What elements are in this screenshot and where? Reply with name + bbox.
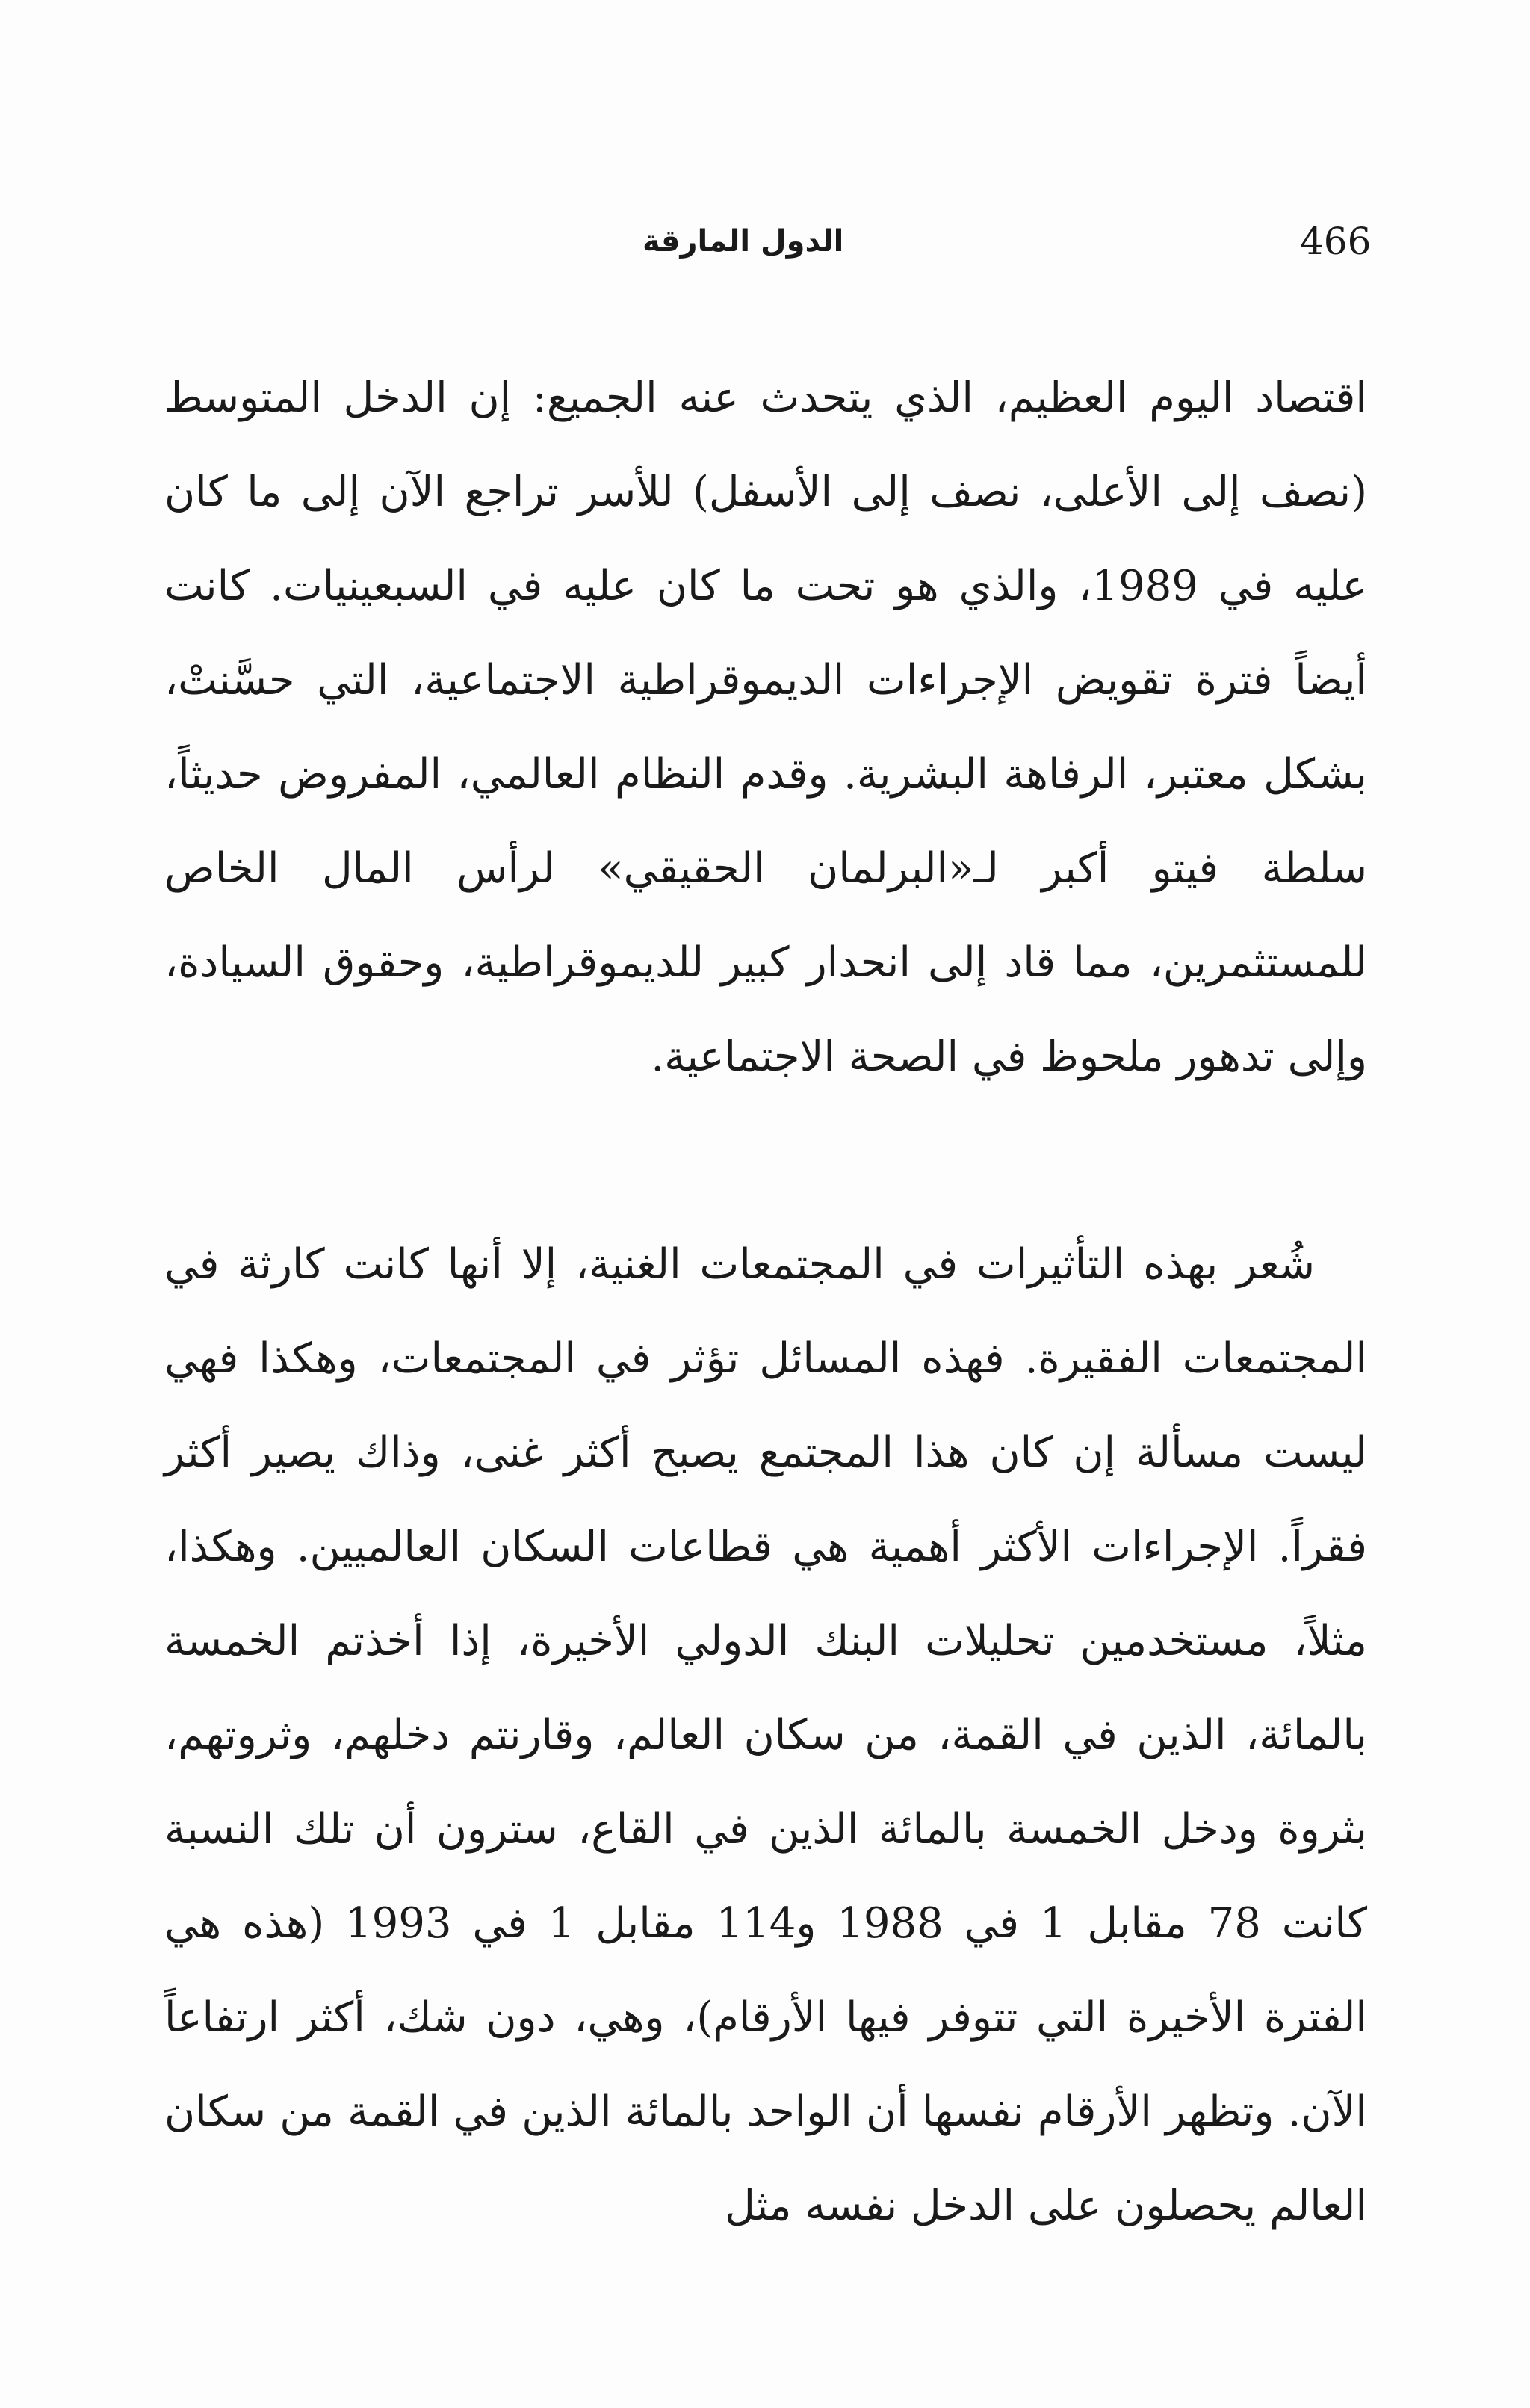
paragraph-text: اقتصاد اليوم العظيم، الذي يتحدث عنه الجميع: إن الدخل المتوسط (نصف إلى الأعلى، نصف إلى الأسفل) للأسر تراجع الآن إلى ما كان عليه في 1989، والذي هو تحت ما كان عليه في السبعينيات. كانت أيضاً فترة تقويض الإجراءات الديموقراطية الاجتماعية، التي حسَّنتْ، بشكل معتبر، الرفاهة البشرية. وقدم النظام العالمي، المفروض حديثاً، سلطة فيتو أكبر لـ«البرلمان الحقيقي» لرأس المال الخاص للمستثمرين، مما قاد إلى انحدار كبير للديموقراطية، وحقوق السيادة، وإلى تدهور ملحوظ في الصحة الاجتماعية.: [164, 374, 1367, 1081]
paragraph-text: شُعر بهذه التأثيرات في المجتمعات الغنية، إلا أنها كانت كارثة في المجتمعات الفقيرة. فهذه المسائل تؤثر في المجتمعات، وهكذا فهي ليست مسألة إن كان هذا المجتمع يصبح أكثر غنى، وذاك يصير أكثر فقراً. الإجراءات الأكثر أهمية هي قطاعات السكان العالميين. وهكذا، مثلاً، مستخدمين تحليلات البنك الدولي الأخيرة، إذا أخذتم الخمسة بالمائة، الذين في القمة، من سكان العالم، وقارنتم دخلهم، وثروتهم، بثروة ودخل الخمسة بالمائة الذين في القاع، سترون أن تلك النسبة كانت 78 مقابل 1 في 1988 و114 مقابل 1 في 1993 (هذه هي الفترة الأخيرة التي تتوفر فيها الأرقام)، وهي، دون شك، أكثر ارتفاعاً الآن. وتظهر الأرقام نفسها أن الواحد بالمائة الذين في القمة من سكان العالم يحصلون على الدخل نفسه مثل: [164, 1240, 1368, 2230]
running-title: الدول المارقة: [642, 224, 844, 259]
paragraph-1: [164, 351, 1367, 1104]
page-header: [164, 215, 1372, 267]
page-number: 466: [1300, 220, 1372, 263]
paragraph-2: [164, 1218, 1367, 2253]
